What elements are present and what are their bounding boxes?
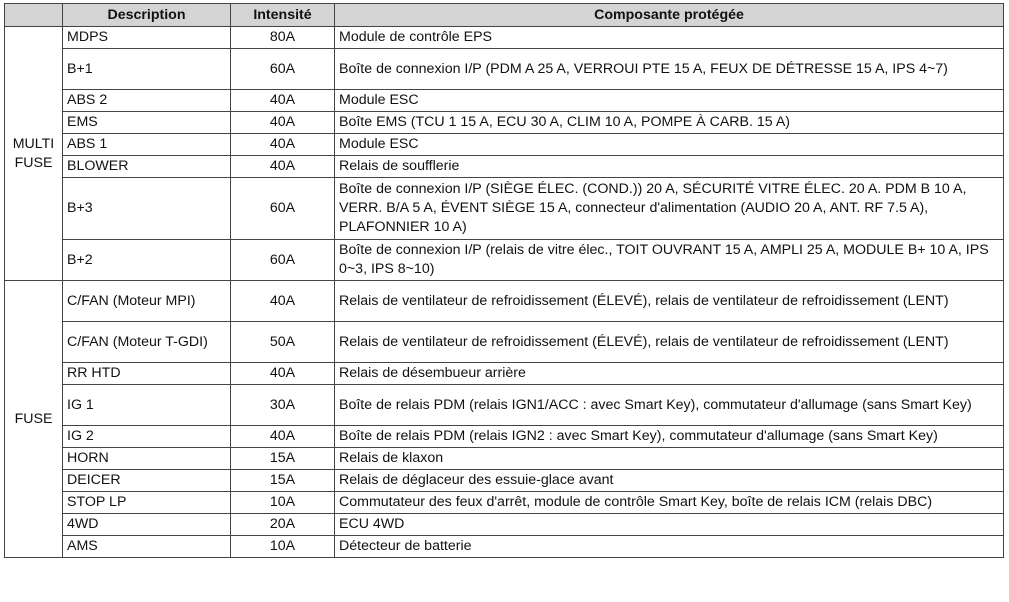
- group-label: FUSE: [5, 281, 63, 558]
- description-cell: C/FAN (Moteur MPI): [63, 281, 231, 322]
- description-cell: 4WD: [63, 514, 231, 536]
- description-cell: AMS: [63, 536, 231, 558]
- table-body: [5, 27, 1004, 558]
- table-row: [5, 156, 1004, 178]
- description-cell: B+2: [63, 240, 231, 281]
- amperage-cell: 40A: [231, 90, 335, 112]
- amperage-cell: 60A: [231, 178, 335, 240]
- amperage-cell: 50A: [231, 322, 335, 363]
- description-cell: HORN: [63, 448, 231, 470]
- component-cell: Relais de ventilateur de refroidissement (ÉLEVÉ), relais de ventilateur de refroidissement (LENT): [335, 322, 1004, 363]
- amperage-cell: 15A: [231, 470, 335, 492]
- description-cell: B+1: [63, 49, 231, 90]
- table-row: [5, 281, 1004, 322]
- amperage-cell: 60A: [231, 49, 335, 90]
- table-row: [5, 536, 1004, 558]
- description-cell: STOP LP: [63, 492, 231, 514]
- table-row: [5, 134, 1004, 156]
- table-row: [5, 426, 1004, 448]
- description-cell: C/FAN (Moteur T-GDI): [63, 322, 231, 363]
- description-cell: DEICER: [63, 470, 231, 492]
- component-cell: Boîte EMS (TCU 1 15 A, ECU 30 A, CLIM 10 A, POMPE À CARB. 15 A): [335, 112, 1004, 134]
- amperage-cell: 20A: [231, 514, 335, 536]
- header-description: Description: [63, 4, 231, 27]
- component-cell: Relais de déglaceur des essuie-glace avant: [335, 470, 1004, 492]
- header-group: [5, 4, 63, 27]
- component-cell: Boîte de relais PDM (relais IGN1/ACC : avec Smart Key), commutateur d'allumage (sans Smart Key): [335, 385, 1004, 426]
- table-row: [5, 448, 1004, 470]
- description-cell: ABS 1: [63, 134, 231, 156]
- amperage-cell: 60A: [231, 240, 335, 281]
- component-cell: Détecteur de batterie: [335, 536, 1004, 558]
- table-row: [5, 385, 1004, 426]
- fuse-table: [4, 3, 1004, 558]
- table-row: [5, 112, 1004, 134]
- table-row: [5, 49, 1004, 90]
- component-cell: Relais de klaxon: [335, 448, 1004, 470]
- header-amperage: Intensité: [231, 4, 335, 27]
- amperage-cell: 40A: [231, 112, 335, 134]
- amperage-cell: 40A: [231, 363, 335, 385]
- group-label: MULTI FUSE: [5, 27, 63, 281]
- table-row: [5, 363, 1004, 385]
- table-row: [5, 240, 1004, 281]
- table-row: [5, 178, 1004, 240]
- component-cell: Relais de désembueur arrière: [335, 363, 1004, 385]
- table-row: [5, 322, 1004, 363]
- description-cell: MDPS: [63, 27, 231, 49]
- amperage-cell: 80A: [231, 27, 335, 49]
- description-cell: BLOWER: [63, 156, 231, 178]
- description-cell: RR HTD: [63, 363, 231, 385]
- description-cell: IG 1: [63, 385, 231, 426]
- amperage-cell: 10A: [231, 536, 335, 558]
- component-cell: Boîte de connexion I/P (SIÈGE ÉLEC. (COND.)) 20 A, SÉCURITÉ VITRE ÉLEC. 20 A. PDM B 10 A, VERR. B/A 5 A, ÉVENT SIÈGE 15 A, connecteur d'alimentation (AUDIO 20 A, ANT. RF 7.5 A), PLAFONNIER 10 A): [335, 178, 1004, 240]
- table-row: [5, 492, 1004, 514]
- header-row: [5, 4, 1004, 27]
- table-row: [5, 514, 1004, 536]
- table-row: [5, 470, 1004, 492]
- component-cell: Module ESC: [335, 90, 1004, 112]
- description-cell: ABS 2: [63, 90, 231, 112]
- amperage-cell: 30A: [231, 385, 335, 426]
- component-cell: ECU 4WD: [335, 514, 1004, 536]
- amperage-cell: 15A: [231, 448, 335, 470]
- amperage-cell: 40A: [231, 426, 335, 448]
- component-cell: Boîte de connexion I/P (PDM A 25 A, VERROUI PTE 15 A, FEUX DE DÉTRESSE 15 A, IPS 4~7): [335, 49, 1004, 90]
- header-component: Composante protégée: [335, 4, 1004, 27]
- table-row: [5, 90, 1004, 112]
- component-cell: Module ESC: [335, 134, 1004, 156]
- component-cell: Boîte de connexion I/P (relais de vitre élec., TOIT OUVRANT 15 A, AMPLI 25 A, MODULE B+ 10 A, IPS 0~3, IPS 8~10): [335, 240, 1004, 281]
- component-cell: Boîte de relais PDM (relais IGN2 : avec Smart Key), commutateur d'allumage (sans Smart Key): [335, 426, 1004, 448]
- component-cell: Relais de soufflerie: [335, 156, 1004, 178]
- description-cell: EMS: [63, 112, 231, 134]
- description-cell: B+3: [63, 178, 231, 240]
- component-cell: Relais de ventilateur de refroidissement (ÉLEVÉ), relais de ventilateur de refroidissement (LENT): [335, 281, 1004, 322]
- component-cell: Module de contrôle EPS: [335, 27, 1004, 49]
- amperage-cell: 40A: [231, 156, 335, 178]
- amperage-cell: 40A: [231, 281, 335, 322]
- table-row: [5, 27, 1004, 49]
- description-cell: IG 2: [63, 426, 231, 448]
- amperage-cell: 10A: [231, 492, 335, 514]
- amperage-cell: 40A: [231, 134, 335, 156]
- component-cell: Commutateur des feux d'arrêt, module de contrôle Smart Key, boîte de relais ICM (relais DBC): [335, 492, 1004, 514]
